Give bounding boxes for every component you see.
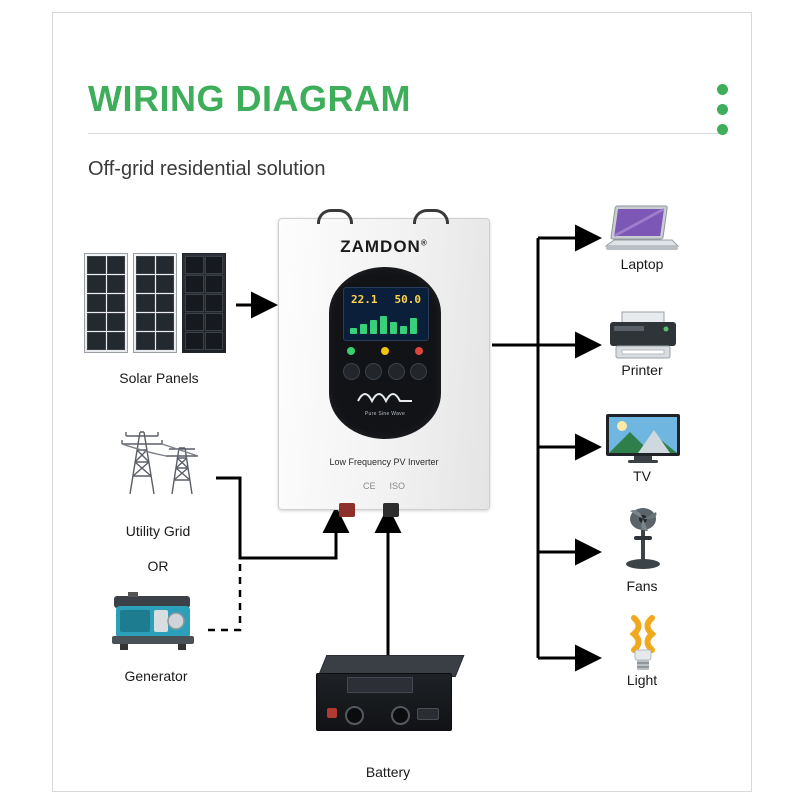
battery-terminal-icon bbox=[391, 706, 410, 725]
battery-label-plate bbox=[347, 677, 413, 693]
utility-grid-icon bbox=[100, 418, 216, 498]
inverter-keypad[interactable] bbox=[343, 363, 427, 380]
status-led-row bbox=[347, 347, 423, 355]
printer-label: Printer bbox=[621, 362, 663, 378]
lcd-bar-graph bbox=[350, 312, 422, 334]
keypad-button[interactable] bbox=[388, 363, 405, 380]
keypad-button[interactable] bbox=[365, 363, 382, 380]
lcd-right-value: 50.0 bbox=[394, 293, 421, 306]
battery-body bbox=[316, 673, 452, 731]
solar-panel-3 bbox=[182, 253, 226, 353]
light-label: Light bbox=[626, 672, 658, 688]
sine-wave-icon bbox=[356, 389, 414, 405]
page-title: WIRING DIAGRAM bbox=[88, 78, 411, 119]
solar-panels-graphic bbox=[84, 253, 230, 356]
dot-icon bbox=[717, 104, 728, 115]
keypad-button[interactable] bbox=[410, 363, 427, 380]
inverter-model-text: Low Frequency PV Inverter bbox=[329, 457, 439, 467]
wave-label: Pure Sine Wave bbox=[364, 411, 406, 417]
fans-label: Fans bbox=[626, 578, 658, 594]
utility-grid-label: Utility Grid bbox=[125, 523, 191, 539]
led-red-icon bbox=[415, 347, 423, 355]
solar-panel-2 bbox=[133, 253, 177, 353]
generator-label: Generator bbox=[124, 668, 188, 684]
generator-icon bbox=[106, 590, 204, 652]
inverter-unit[interactable] bbox=[278, 218, 490, 510]
registered-mark: ® bbox=[420, 238, 428, 248]
printer-icon bbox=[604, 310, 682, 362]
led-green-icon bbox=[347, 347, 355, 355]
inverter-control-panel bbox=[329, 267, 441, 439]
cert-iso-icon: ISO bbox=[389, 481, 406, 491]
pure-sine-wave-mark bbox=[329, 389, 441, 417]
led-yellow-icon bbox=[381, 347, 389, 355]
cert-ce-icon: CE bbox=[362, 481, 376, 491]
laptop-label: Laptop bbox=[620, 256, 664, 272]
mount-hook-icon bbox=[413, 209, 449, 224]
mount-hook-icon bbox=[317, 209, 353, 224]
battery-switch[interactable] bbox=[417, 708, 439, 720]
ac-port bbox=[383, 503, 399, 517]
tv-label: TV bbox=[633, 468, 651, 484]
battery-unit bbox=[316, 655, 458, 733]
battery-label: Battery bbox=[365, 764, 411, 780]
or-separator-label: OR bbox=[147, 558, 169, 574]
dot-icon bbox=[717, 124, 728, 135]
inverter-lcd-screen bbox=[343, 287, 429, 341]
battery-terminal-icon bbox=[345, 706, 364, 725]
tv-icon bbox=[604, 412, 682, 464]
page-subtitle: Off-grid residential solution bbox=[88, 158, 326, 180]
lcd-left-value: 22.1 bbox=[351, 293, 378, 306]
solar-panel-1 bbox=[84, 253, 128, 353]
solar-panels-label: Solar Panels bbox=[119, 370, 199, 386]
keypad-button[interactable] bbox=[343, 363, 360, 380]
menu-dots[interactable] bbox=[717, 84, 728, 135]
battery-port bbox=[339, 503, 355, 517]
title-divider bbox=[88, 133, 728, 134]
dot-icon bbox=[717, 84, 728, 95]
laptop-icon bbox=[600, 202, 684, 256]
certification-marks bbox=[279, 481, 489, 491]
inverter-brand bbox=[279, 237, 489, 257]
inverter-brand-text: ZAMDON bbox=[340, 237, 421, 256]
battery-power-button[interactable] bbox=[327, 708, 337, 718]
light-bulb-icon bbox=[618, 612, 668, 676]
fan-icon bbox=[614, 506, 672, 572]
